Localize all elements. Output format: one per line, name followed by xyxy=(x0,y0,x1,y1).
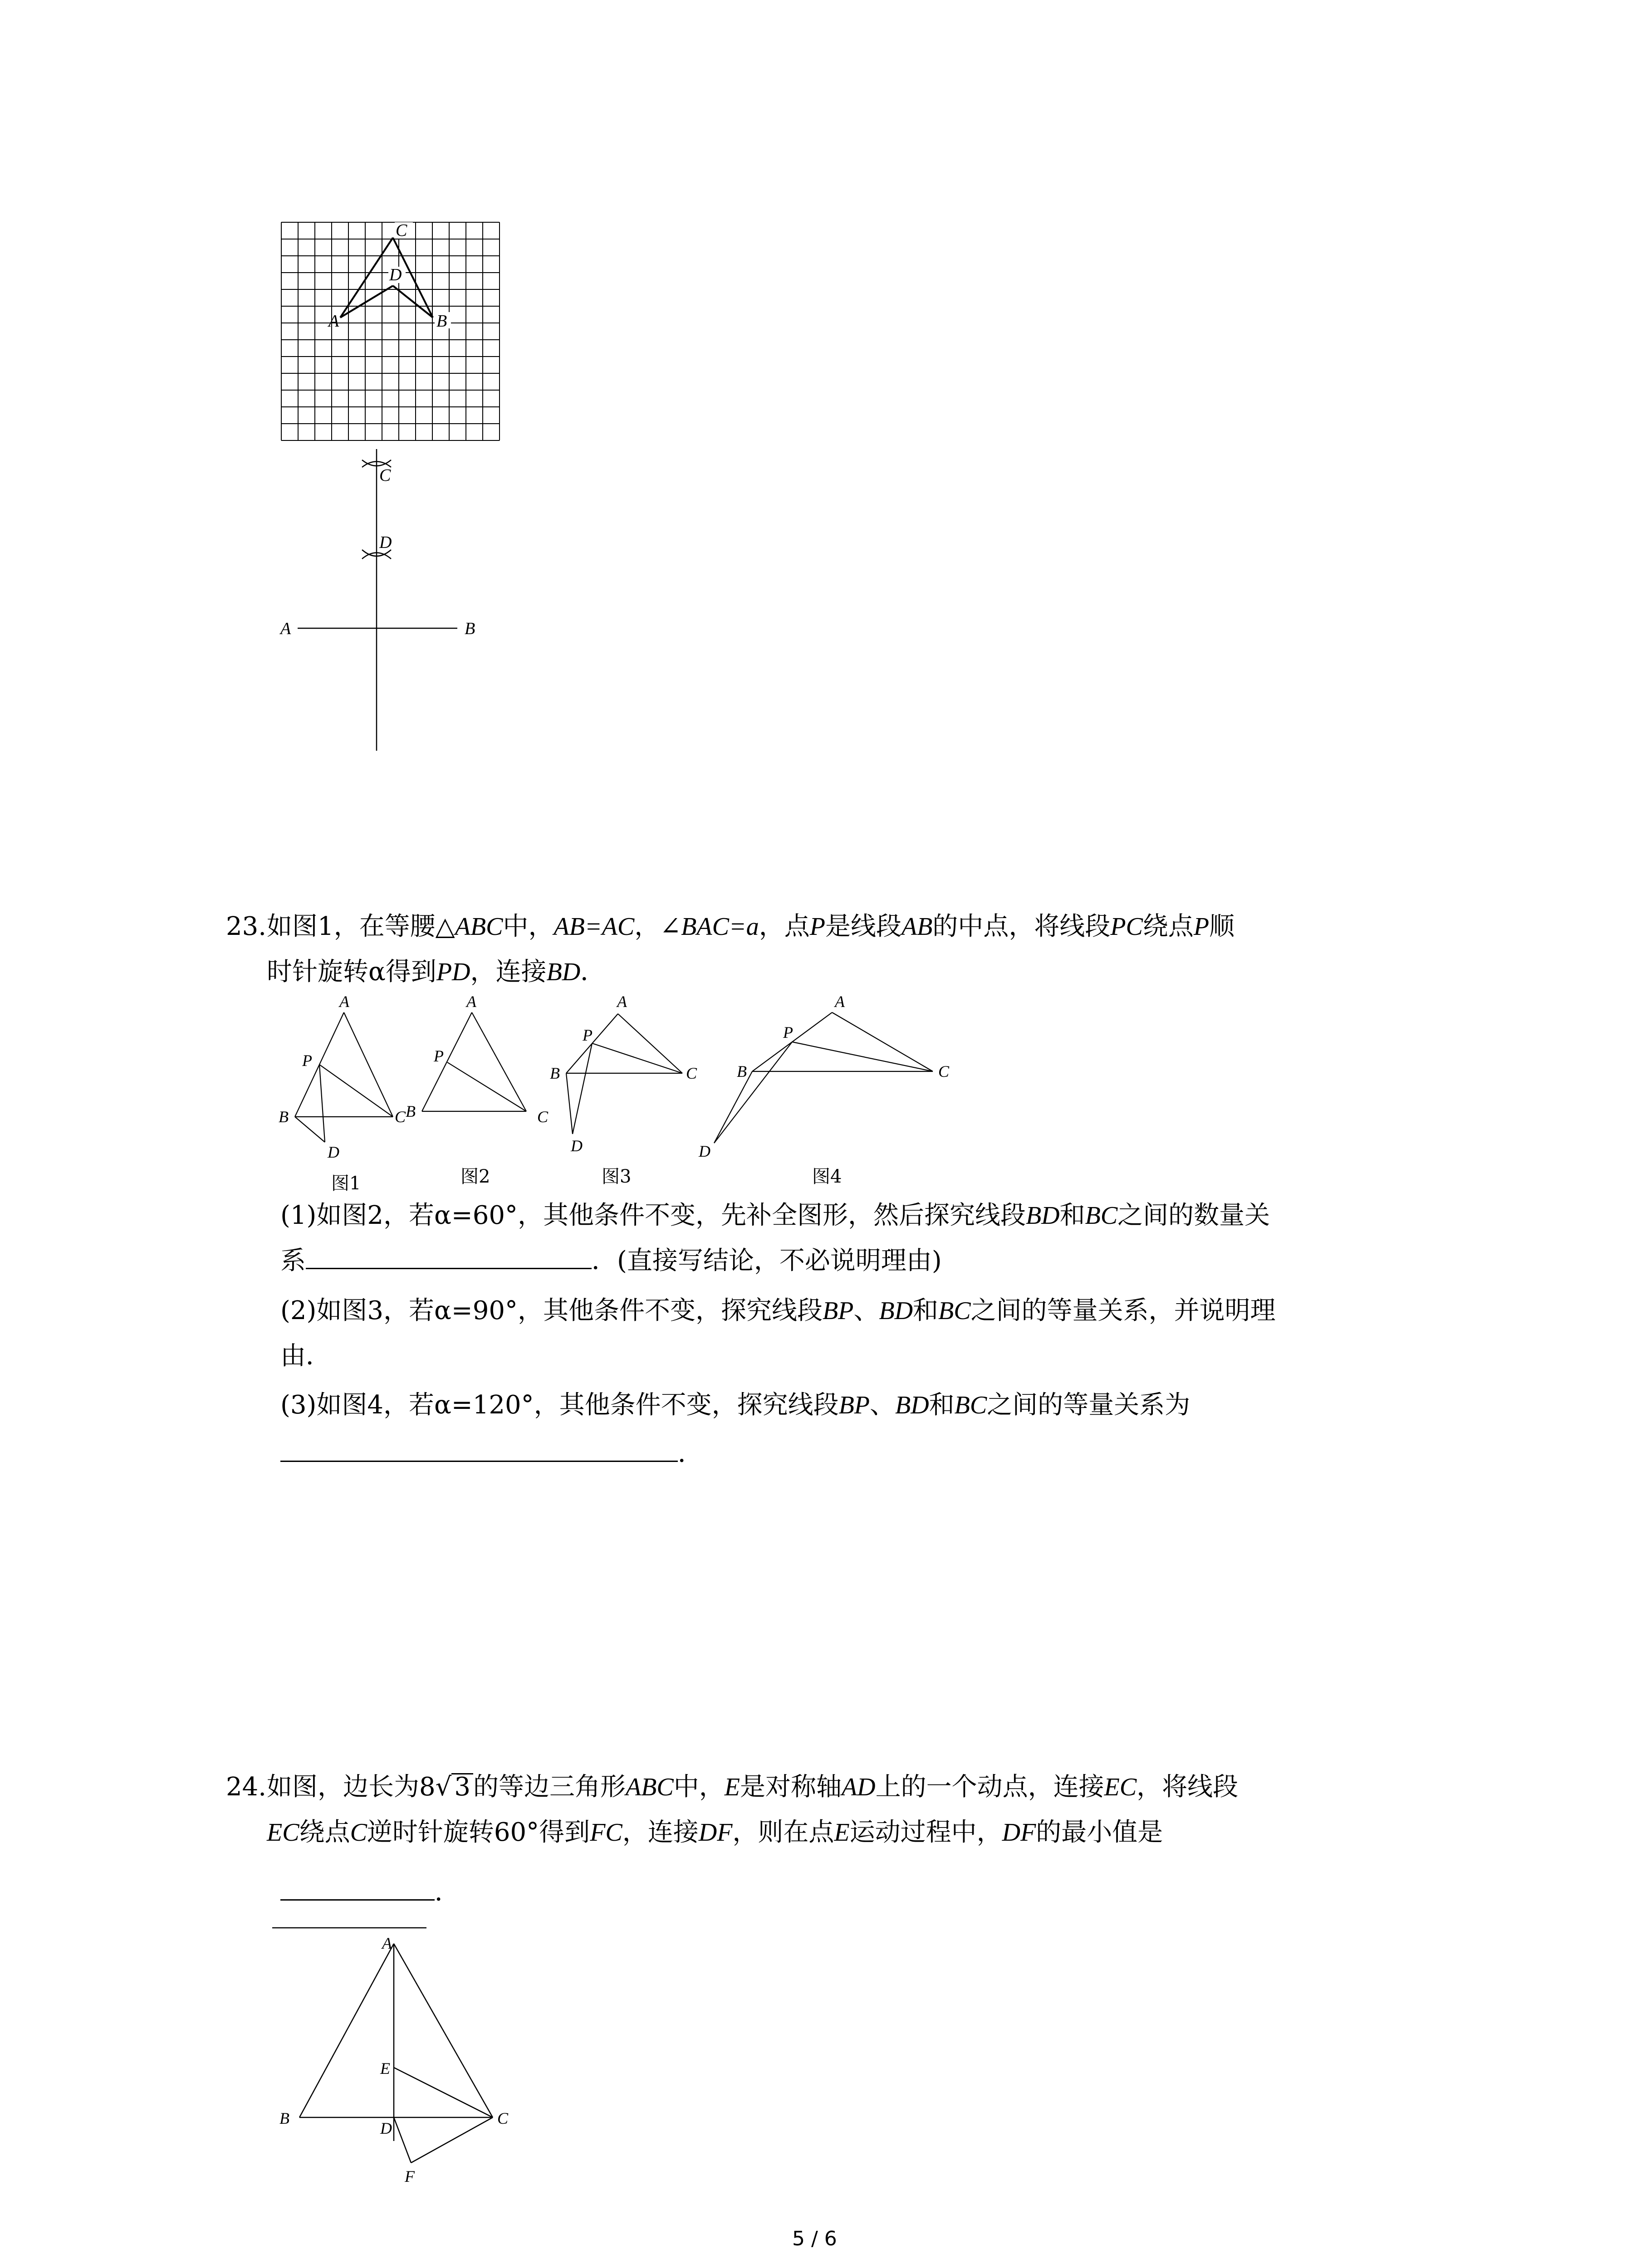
text: 是对称轴 xyxy=(740,1772,842,1802)
q23-line1 xyxy=(226,904,1234,949)
math: PD xyxy=(436,958,470,986)
q23-part2-line2 xyxy=(280,1334,331,1379)
text: 时针旋转α得到 xyxy=(267,957,436,987)
f1-label-D: D xyxy=(328,1143,339,1161)
f2-label-P: P xyxy=(434,1047,444,1065)
math: C xyxy=(350,1818,367,1847)
text: 如图1，在等腰△ xyxy=(267,912,455,941)
math: E xyxy=(724,1773,740,1801)
q24-line1 xyxy=(226,1765,1238,1810)
text: (2)如图3，若α=90°，其他条件不变，探究线段 xyxy=(280,1296,823,1325)
fig3-caption: 图3 xyxy=(602,1166,632,1187)
label-D: D xyxy=(379,533,392,552)
question-number: 24. xyxy=(226,1772,267,1802)
q23-part1-line2 xyxy=(280,1238,942,1284)
text: 是线段 xyxy=(825,912,901,941)
text: (3)如图4，若α=120°，其他条件不变，探究线段 xyxy=(280,1390,839,1420)
math: BD xyxy=(895,1391,929,1419)
math: EC xyxy=(1104,1773,1137,1801)
label-A: A xyxy=(382,1934,392,1952)
label-E: E xyxy=(380,2059,390,2077)
label-F: F xyxy=(405,2167,415,2185)
math: BD xyxy=(1025,1202,1060,1230)
math: E xyxy=(834,1818,850,1847)
text: 之间的等量关系为 xyxy=(987,1390,1190,1420)
q24-figure xyxy=(272,1914,526,2195)
text: 逆时针旋转60°得到 xyxy=(367,1818,590,1847)
math: BD xyxy=(879,1297,913,1325)
text: 运动过程中， xyxy=(849,1818,1002,1847)
text: ，连接 xyxy=(470,957,547,987)
text: 系 xyxy=(280,1246,306,1276)
text: ，连接 xyxy=(622,1818,699,1847)
math: BC xyxy=(954,1391,987,1419)
label-A: A xyxy=(280,619,291,638)
text: ． xyxy=(580,957,606,987)
label-A: A xyxy=(328,312,339,331)
label-D: D xyxy=(380,2119,392,2137)
text: 中， xyxy=(503,912,554,941)
f3-label-D: D xyxy=(571,1137,583,1155)
text: ．(直接写结论，不必说明理由) xyxy=(592,1246,942,1276)
q23-part3-line2 xyxy=(280,1431,703,1476)
math: P xyxy=(809,913,825,941)
text: (1)如图2，若α=60°，其他条件不变，先补全图形，然后探究线段 xyxy=(280,1201,1026,1230)
f3-label-B: B xyxy=(550,1064,560,1082)
text: 上的一个动点，连接 xyxy=(875,1772,1104,1802)
math: BAC=a xyxy=(681,913,759,941)
f4-label-A: A xyxy=(835,992,845,1011)
text: ． xyxy=(678,1439,703,1468)
math: AB xyxy=(901,913,933,941)
q24-line2 xyxy=(267,1810,1163,1855)
label-C: C xyxy=(379,466,391,485)
figure-4 xyxy=(714,1012,933,1143)
text: 和 xyxy=(929,1390,955,1420)
sqrt-symbol: √ xyxy=(435,1772,452,1802)
math: BC xyxy=(938,1297,971,1325)
f1-label-P: P xyxy=(302,1051,312,1070)
text: ，点 xyxy=(759,912,810,941)
label-C: C xyxy=(396,221,407,240)
f3-label-C: C xyxy=(686,1064,697,1082)
math: ABC xyxy=(625,1773,674,1801)
math: FC xyxy=(590,1818,622,1847)
math: BD xyxy=(546,958,581,986)
f4-label-P: P xyxy=(783,1023,793,1041)
figure-1 xyxy=(295,1012,393,1142)
f4-label-D: D xyxy=(699,1142,710,1160)
q23-part1-line1 xyxy=(280,1193,1270,1238)
text: ，∠ xyxy=(634,912,681,941)
text: 之间的等量关系，并说明理 xyxy=(970,1296,1276,1325)
q23-part3-line1 xyxy=(280,1383,1190,1428)
text: 之间的数量关 xyxy=(1117,1201,1270,1230)
answer-blank-1[interactable] xyxy=(306,1245,592,1269)
label-B: B xyxy=(279,2109,289,2127)
math: EC xyxy=(267,1818,299,1847)
text: 的等边三角形 xyxy=(473,1772,626,1802)
text: ，将线段 xyxy=(1136,1772,1239,1802)
math: PC xyxy=(1110,913,1143,941)
math: AD xyxy=(841,1773,876,1801)
fig2-caption: 图2 xyxy=(460,1166,490,1187)
page-number: 5 / 6 xyxy=(792,2227,837,2250)
text: 、 xyxy=(870,1390,895,1420)
f2-label-B: B xyxy=(406,1102,416,1120)
question-number: 23. xyxy=(226,912,267,941)
segment-AB xyxy=(299,1944,394,2117)
f2-label-A: A xyxy=(466,992,476,1011)
grid-triangle-figure xyxy=(272,213,508,449)
segment-DF xyxy=(394,2117,411,2163)
text: 中， xyxy=(673,1772,725,1802)
text: 和 xyxy=(1059,1201,1085,1230)
f1-label-C: C xyxy=(395,1108,406,1126)
text: 绕点 xyxy=(1142,912,1194,941)
text: 由． xyxy=(280,1341,331,1371)
label-B: B xyxy=(465,619,475,638)
fig4-caption: 图4 xyxy=(812,1166,842,1187)
f4-label-B: B xyxy=(737,1062,747,1080)
text: ，则在点 xyxy=(732,1818,834,1847)
f1-label-B: B xyxy=(279,1108,289,1126)
label-C: C xyxy=(497,2109,509,2127)
label-D: D xyxy=(389,265,402,284)
math: P xyxy=(1193,913,1210,941)
answer-blank-3[interactable] xyxy=(280,1438,678,1462)
construction-figure xyxy=(272,449,508,758)
q23-line2 xyxy=(267,949,606,995)
q24-line3 xyxy=(280,1870,460,1915)
text: 和 xyxy=(913,1296,939,1325)
f3-label-P: P xyxy=(583,1026,593,1044)
math: DF xyxy=(698,1818,733,1847)
f1-label-A: A xyxy=(339,992,349,1011)
answer-blank-24[interactable] xyxy=(280,1877,435,1901)
text: 顺 xyxy=(1209,912,1235,941)
q23-part2-line1 xyxy=(280,1288,1276,1334)
f4-label-C: C xyxy=(938,1062,950,1080)
label-B: B xyxy=(436,312,447,331)
text: 绕点 xyxy=(299,1818,350,1847)
text: 的中点，将线段 xyxy=(932,912,1111,941)
text: 、 xyxy=(853,1296,879,1325)
text: 如图，边长为8 xyxy=(267,1772,436,1802)
math: ABC xyxy=(455,913,503,941)
math: DF xyxy=(1002,1818,1036,1847)
f2-label-C: C xyxy=(537,1108,549,1126)
segment-FC xyxy=(411,2117,493,2163)
text: ． xyxy=(435,1877,460,1907)
text: 的最小值是 xyxy=(1036,1818,1163,1847)
sqrt-radicand: 3 xyxy=(451,1773,473,1800)
math: AB=AC xyxy=(554,913,635,941)
math: BP xyxy=(822,1297,854,1325)
segment-AC xyxy=(394,1944,493,2117)
math: BC xyxy=(1085,1202,1118,1230)
f3-label-A: A xyxy=(617,992,627,1011)
math: BP xyxy=(838,1391,870,1419)
fig1-caption: 图1 xyxy=(331,1173,361,1194)
